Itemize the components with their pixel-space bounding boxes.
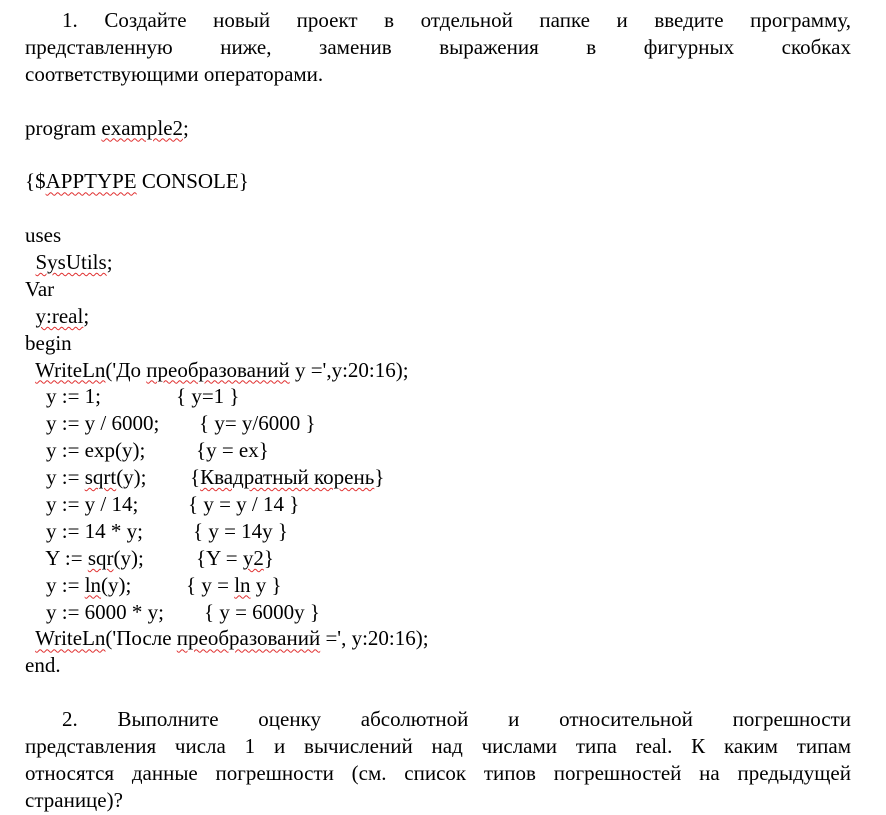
task-1-line: представленную ниже, заменив выражения в фигурных скобках xyxy=(25,34,851,59)
code-statement xyxy=(25,410,851,437)
task-1-number: 1. xyxy=(62,8,78,32)
code-text: преобразований xyxy=(146,357,290,382)
code-text: y =',y:20:16); xyxy=(289,357,409,382)
blank-line xyxy=(25,88,851,115)
code-statement xyxy=(25,518,851,545)
code-sysutils-line xyxy=(25,249,851,276)
blank-line xyxy=(25,141,851,168)
task-1-line: Создайте новый проект в отдельной папке и введите программу, xyxy=(104,8,852,32)
code-text: y := y / 6000; xyxy=(46,411,160,436)
code-var-line: Var xyxy=(25,276,55,301)
code-text: =', y:20:16); xyxy=(320,626,429,651)
code-statement xyxy=(25,599,851,626)
code-text: } xyxy=(263,545,274,570)
code-text: {Y = xyxy=(196,545,243,570)
code-text: y2 xyxy=(242,545,264,570)
code-text: { xyxy=(190,465,201,490)
task-1-paragraph xyxy=(25,7,851,88)
code-text: ; xyxy=(183,115,189,140)
code-text: { y = xyxy=(186,572,235,597)
code-text: y } xyxy=(250,572,282,597)
code-comment: { y = 14y } xyxy=(193,518,289,543)
code-text: y := 6000 * y; xyxy=(46,599,165,624)
code-writeln-line xyxy=(25,625,851,652)
code-comment: { y=1 } xyxy=(176,384,240,409)
code-statement xyxy=(25,491,851,518)
code-text: WriteLn xyxy=(35,357,106,382)
code-text: y := xyxy=(46,572,85,597)
code-text: WriteLn xyxy=(35,626,106,651)
code-yreal-line xyxy=(25,303,851,330)
code-comment: {y = ex} xyxy=(196,438,269,463)
code-text: ln xyxy=(234,572,251,597)
code-text: {$ xyxy=(25,169,46,194)
task-2-line: относятся данные погрешности (см. список типов погрешностей на предыдущей xyxy=(25,760,851,785)
code-text: y := 14 * y; xyxy=(46,518,144,543)
code-text: y:real xyxy=(35,303,84,328)
code-writeln-line xyxy=(25,357,851,384)
code-statement xyxy=(25,572,851,599)
code-comment: { y= y/6000 } xyxy=(199,411,316,436)
code-end-line: end. xyxy=(25,653,61,678)
code-text: sqrt xyxy=(84,465,117,490)
code-comment xyxy=(196,545,274,572)
code-text: ; xyxy=(106,250,113,275)
blank-line xyxy=(25,679,851,706)
code-text: Квадратный корень xyxy=(200,465,375,490)
code-begin-line: begin xyxy=(25,330,72,355)
code-comment xyxy=(190,464,384,491)
code-text: ('После xyxy=(105,626,177,651)
code-program-line xyxy=(25,115,851,142)
code-statement xyxy=(25,464,851,491)
code-text: sqr xyxy=(87,545,114,570)
code-text: } xyxy=(374,465,385,490)
code-text: CONSOLE} xyxy=(136,169,249,194)
code-text: ('До xyxy=(105,357,147,382)
code-statement xyxy=(25,437,851,464)
task-2-line: представления числа 1 и вычислений над числами типа real. К каким типам xyxy=(25,734,851,759)
task-1-line: соответствующими операторами. xyxy=(25,61,324,86)
task-2-line: странице)? xyxy=(25,787,123,812)
code-text: y := xyxy=(46,465,85,490)
code-text: y := y / 14; xyxy=(46,492,139,517)
task-2-paragraph xyxy=(25,706,851,814)
code-apptype-line xyxy=(25,168,851,195)
code-text: преобразований xyxy=(176,626,321,651)
code-uses-line: uses xyxy=(25,223,62,248)
code-text: SysUtils xyxy=(35,250,107,275)
code-text: y := 1; xyxy=(46,384,102,409)
code-comment xyxy=(186,572,282,599)
code-statement xyxy=(25,545,851,572)
code-text: y := exp(y); xyxy=(46,438,146,463)
code-statement xyxy=(25,383,851,410)
code-text: (y); xyxy=(101,572,132,597)
program-name: example2 xyxy=(101,115,184,140)
task-2-line: Выполните оценку абсолютной и относительной погрешности xyxy=(117,707,851,732)
code-text: ln xyxy=(84,572,102,597)
code-text: (y); xyxy=(116,465,147,490)
code-text: (y); xyxy=(113,545,144,570)
document-page xyxy=(25,7,851,814)
code-comment: { y = y / 14 } xyxy=(188,492,300,517)
code-text: Y := xyxy=(45,545,88,570)
code-text: ; xyxy=(83,303,90,328)
code-comment: { y = 6000y } xyxy=(204,599,321,624)
code-text: APPTYPE xyxy=(45,169,137,194)
blank-line xyxy=(25,195,851,222)
code-keyword: program xyxy=(25,115,102,140)
task-2-number: 2. xyxy=(62,707,78,732)
